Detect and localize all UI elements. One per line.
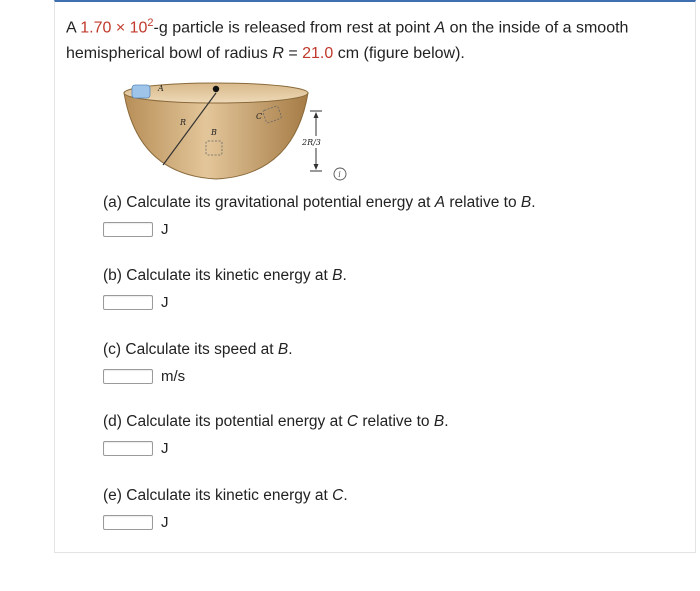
height-arrow-down: [314, 164, 319, 170]
label-B: B: [211, 128, 217, 137]
label-R: R: [180, 118, 187, 127]
mass-value: 1.70 × 10: [80, 19, 148, 37]
height-arrow-up: [314, 112, 319, 118]
bowl-figure: [118, 75, 358, 185]
label-C: C: [256, 112, 263, 121]
part-b-unit: J: [161, 293, 169, 311]
part-b-question: (b) Calculate its kinetic energy at B.: [103, 267, 347, 284]
part-c-question: (c) Calculate its speed at B.: [103, 341, 293, 358]
label-A: A: [158, 84, 164, 93]
part-b-answer-row: [103, 292, 169, 312]
problem-statement: A $1.70 \times 10^2-g$ particle is released from rest at point A on the inside of a smooth hemispherical bowl of radius R = 21.0 cm (figure below).: [66, 17, 629, 63]
radius-value: 21.0: [302, 45, 334, 63]
part-c-unit: m/s: [161, 367, 186, 385]
part-e-answer-input[interactable]: [103, 515, 153, 530]
part-d-answer-input[interactable]: [103, 441, 153, 456]
info-icon-glyph: i: [338, 170, 341, 179]
part-a-unit: J: [161, 220, 169, 238]
center-dot: [213, 86, 219, 92]
particle-at-A: [132, 85, 150, 98]
part-d-answer-row: [103, 438, 169, 458]
part-d-question: (d) Calculate its potential energy at C relative to B.: [103, 413, 449, 430]
part-e-unit: J: [161, 513, 169, 531]
part-b-answer-input[interactable]: [103, 295, 153, 310]
part-c-answer-input[interactable]: [103, 369, 153, 384]
label-height: 2R/3: [302, 138, 321, 147]
part-a-answer-row: [103, 219, 169, 239]
part-c-answer-row: [103, 366, 185, 386]
part-a-answer-input[interactable]: [103, 222, 153, 237]
part-e-answer-row: [103, 512, 169, 532]
part-a-question: (a) Calculate its gravitational potential energy at A relative to B.: [103, 194, 536, 211]
part-d-unit: J: [161, 439, 169, 457]
mass-exponent: 2: [147, 17, 154, 29]
part-e-question: (e) Calculate its kinetic energy at C.: [103, 487, 348, 504]
